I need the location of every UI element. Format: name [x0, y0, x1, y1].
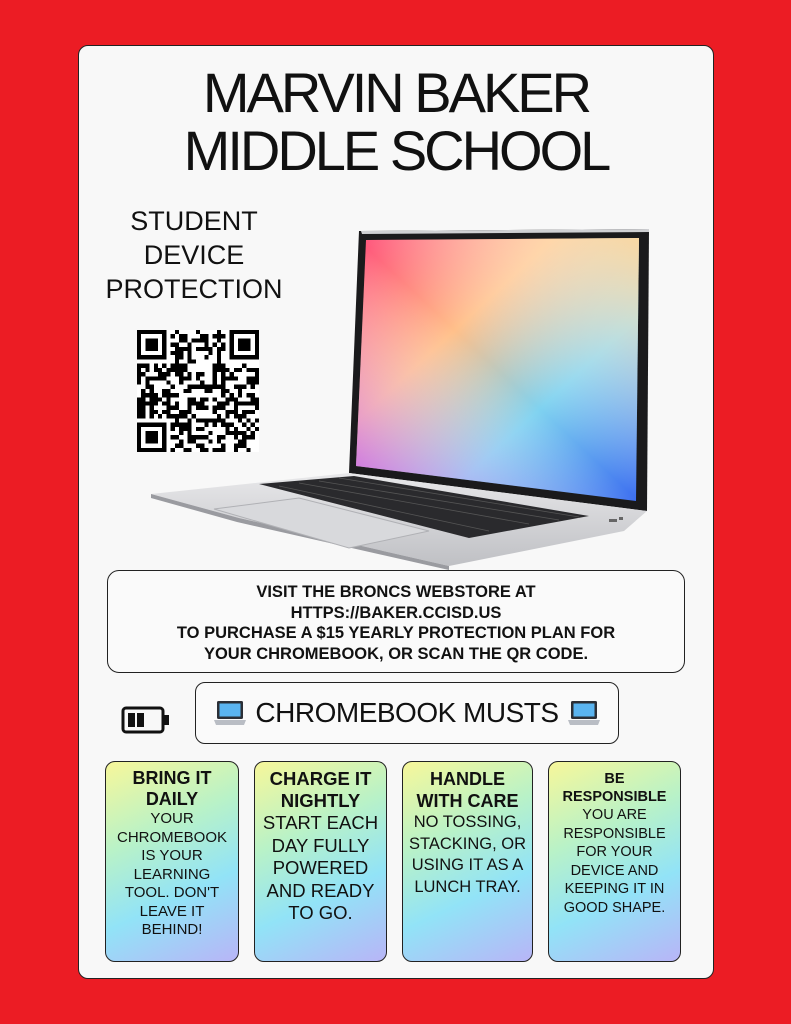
- webstore-link[interactable]: HTTPS://BAKER.CCISD.US: [290, 603, 502, 622]
- tile-body: NO TOSSING, STACKING, OR USING IT AS A LUNCH TRAY.: [408, 813, 527, 896]
- title-line-1: MARVIN BAKER: [202, 61, 590, 124]
- info-line-4: YOUR CHROMEBOOK, OR SCAN THE QR CODE.: [203, 644, 589, 663]
- tile-body: START EACH DAY FULLY POWERED AND READY TO GO.: [262, 812, 379, 923]
- info-line-3: TO PURCHASE A $15 YEARLY PROTECTION PLAN FOR: [176, 624, 616, 642]
- tile-heading: CHARGE IT NIGHTLY: [269, 768, 372, 811]
- battery-icon: [121, 705, 171, 735]
- tile-charge-it-nightly: [254, 761, 387, 962]
- laptop-emoji-icon: [567, 698, 601, 728]
- chromebook-musts-banner: [195, 682, 619, 744]
- school-title: [79, 61, 713, 182]
- tile-heading: BRING IT DAILY: [132, 768, 212, 809]
- subtitle-line-3: PROTECTION: [105, 274, 283, 304]
- laptop-icon: [149, 226, 654, 571]
- laptop-emoji-icon: [213, 698, 247, 728]
- musts-title: CHROMEBOOK MUSTS: [255, 697, 559, 728]
- tile-bring-it-daily: [105, 761, 239, 962]
- subtitle-line-1: STUDENT: [130, 206, 258, 236]
- tile-body: YOU ARE RESPONSIBLE FOR YOUR DEVICE AND KEEPING IT IN GOOD SHAPE.: [563, 807, 666, 916]
- subtitle-line-2: DEVICE: [143, 240, 245, 270]
- webstore-info-box: [107, 570, 685, 673]
- tile-be-responsible: [548, 761, 681, 962]
- tile-heading: HANDLE WITH CARE: [416, 769, 519, 811]
- tile-heading: BE RESPONSIBLE: [562, 771, 667, 805]
- tile-body: YOUR CHROMEBOOK IS YOUR LEARNING TOOL. DON'T LEAVE IT BEHIND!: [116, 810, 227, 938]
- title-line-2: MIDDLE SCHOOL: [183, 119, 609, 182]
- flyer-card: [78, 45, 714, 979]
- tile-handle-with-care: [402, 761, 533, 962]
- info-line-1: VISIT THE BRONCS WEBSTORE AT: [256, 583, 536, 601]
